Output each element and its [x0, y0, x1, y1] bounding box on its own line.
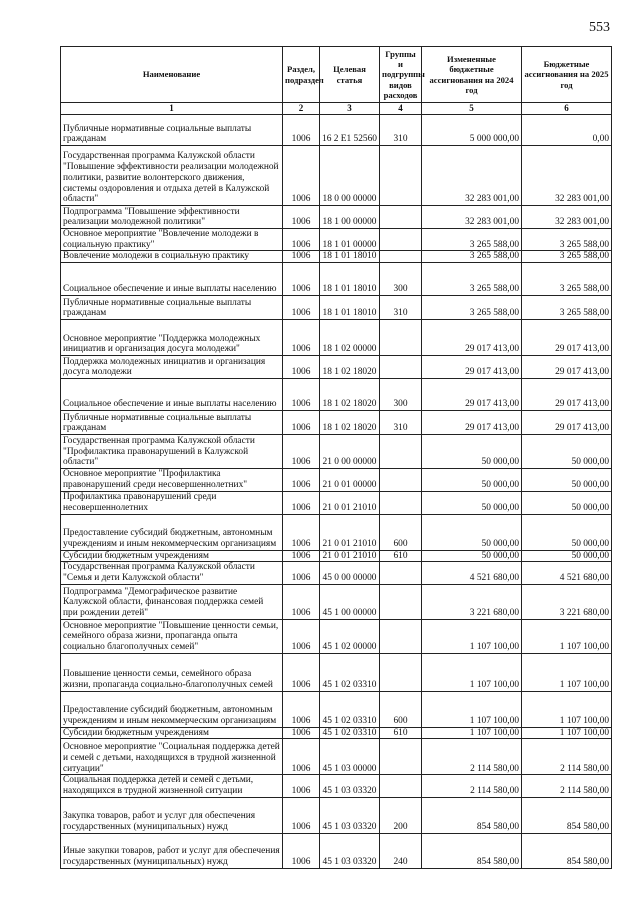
- row-target: 18 1 02 18020: [320, 379, 380, 411]
- row-name: Публичные нормативные социальные выплаты гражданам: [61, 296, 283, 320]
- row-target: 18 0 00 00000: [320, 146, 380, 206]
- row-group: [380, 469, 422, 491]
- row-target: 21 0 01 21010: [320, 550, 380, 562]
- row-section: 1006: [283, 653, 320, 691]
- row-name: Основное мероприятие "Вовлечение молодежи в социальную практику": [61, 229, 283, 251]
- row-target: 21 0 00 00000: [320, 435, 380, 469]
- row-section: 1006: [283, 775, 320, 797]
- row-target: 45 0 00 00000: [320, 562, 380, 584]
- row-group: [380, 491, 422, 514]
- row-group: 300: [380, 379, 422, 411]
- row-amount-2024: 1 107 100,00: [422, 727, 522, 739]
- row-section: 1006: [283, 514, 320, 550]
- row-section: 1006: [283, 727, 320, 739]
- column-number: 4: [380, 103, 422, 115]
- row-amount-2025: 0,00: [522, 115, 612, 146]
- row-target: 18 1 01 00000: [320, 229, 380, 251]
- row-target: 45 1 00 00000: [320, 584, 380, 619]
- row-amount-2024: 2 114 580,00: [422, 739, 522, 775]
- row-group: 600: [380, 514, 422, 550]
- row-name: Поддержка молодежных инициатив и организация досуга молодежи: [61, 356, 283, 379]
- row-group: 600: [380, 691, 422, 727]
- row-amount-2025: 32 283 001,00: [522, 206, 612, 229]
- row-target: 18 1 02 18020: [320, 356, 380, 379]
- row-group: [380, 251, 422, 263]
- row-amount-2024: 29 017 413,00: [422, 320, 522, 356]
- row-amount-2024: 50 000,00: [422, 550, 522, 562]
- table-row: [61, 797, 612, 833]
- table-row: [61, 469, 612, 491]
- row-group: [380, 435, 422, 469]
- row-section: 1006: [283, 411, 320, 435]
- table-row: [61, 435, 612, 469]
- row-group: [380, 584, 422, 619]
- row-amount-2024: 1 107 100,00: [422, 619, 522, 653]
- row-amount-2025: 3 265 588,00: [522, 296, 612, 320]
- table-row: [61, 115, 612, 146]
- row-amount-2025: 2 114 580,00: [522, 775, 612, 797]
- column-number: 2: [283, 103, 320, 115]
- table-row: [61, 491, 612, 514]
- row-amount-2024: 32 283 001,00: [422, 146, 522, 206]
- row-amount-2025: 2 114 580,00: [522, 739, 612, 775]
- row-group: 310: [380, 296, 422, 320]
- table-row: [61, 833, 612, 868]
- row-name: Подпрограмма "Демографическое развитие Калужской области, финансовая поддержка семей при рождении детей": [61, 584, 283, 619]
- row-amount-2025: 1 107 100,00: [522, 619, 612, 653]
- row-name: Государственная программа Калужской области "Семья и дети Калужской области": [61, 562, 283, 584]
- row-target: 45 1 03 03320: [320, 833, 380, 868]
- row-name: Подпрограмма "Повышение эффективности реализации молодежной политики": [61, 206, 283, 229]
- row-target: 45 1 03 03320: [320, 775, 380, 797]
- row-name: Закупка товаров, работ и услуг для обеспечения государственных (муниципальных) нужд: [61, 797, 283, 833]
- table-row: [61, 775, 612, 797]
- row-name: Иные закупки товаров, работ и услуг для обеспечения государственных (муниципальных) нужд: [61, 833, 283, 868]
- row-name: Государственная программа Калужской области "Повышение эффективности реализации молодежной политики, развитие волонтерского движения, системы оздоровления и отдыха детей в Калужской области": [61, 146, 283, 206]
- row-section: 1006: [283, 146, 320, 206]
- row-name: Предоставление субсидий бюджетным, автономным учреждениям и иным некоммерческим организациям: [61, 691, 283, 727]
- header-section: Раздел, подраздел: [283, 47, 320, 103]
- row-group: 300: [380, 263, 422, 296]
- table-row: [61, 229, 612, 251]
- row-amount-2025: 1 107 100,00: [522, 653, 612, 691]
- row-target: 45 1 02 03310: [320, 653, 380, 691]
- row-group: 610: [380, 550, 422, 562]
- row-amount-2024: 2 114 580,00: [422, 775, 522, 797]
- row-amount-2025: 4 521 680,00: [522, 562, 612, 584]
- row-amount-2025: 3 265 588,00: [522, 263, 612, 296]
- table-row: [61, 251, 612, 263]
- row-amount-2024: 29 017 413,00: [422, 379, 522, 411]
- row-section: 1006: [283, 251, 320, 263]
- column-number: 1: [61, 103, 283, 115]
- table-row: [61, 296, 612, 320]
- row-amount-2025: 3 221 680,00: [522, 584, 612, 619]
- row-amount-2024: 1 107 100,00: [422, 653, 522, 691]
- row-amount-2024: 50 000,00: [422, 491, 522, 514]
- row-name: Основное мероприятие "Социальная поддержка детей и семей с детьми, находящихся в трудной жизненной ситуации": [61, 739, 283, 775]
- row-amount-2025: 854 580,00: [522, 797, 612, 833]
- row-amount-2024: 854 580,00: [422, 833, 522, 868]
- row-group: 240: [380, 833, 422, 868]
- row-amount-2025: 1 107 100,00: [522, 691, 612, 727]
- column-number: 5: [422, 103, 522, 115]
- row-section: 1006: [283, 584, 320, 619]
- row-target: 18 1 02 18020: [320, 411, 380, 435]
- table-header: [61, 47, 612, 115]
- row-amount-2025: 29 017 413,00: [522, 411, 612, 435]
- column-number: 6: [522, 103, 612, 115]
- row-amount-2024: 29 017 413,00: [422, 356, 522, 379]
- row-group: [380, 356, 422, 379]
- header-group: Группы и подгруппы видов расходов: [380, 47, 422, 103]
- row-name: Профилактика правонарушений среди несовершеннолетних: [61, 491, 283, 514]
- header-amount-2024: Измененные бюджетные ассигнования на 2024 год: [422, 47, 522, 103]
- row-group: 310: [380, 411, 422, 435]
- row-group: [380, 562, 422, 584]
- header-target: Целевая статья: [320, 47, 380, 103]
- row-amount-2025: 50 000,00: [522, 514, 612, 550]
- row-amount-2025: 3 265 588,00: [522, 251, 612, 263]
- row-amount-2025: 854 580,00: [522, 833, 612, 868]
- table-row: [61, 514, 612, 550]
- row-section: 1006: [283, 229, 320, 251]
- column-number: 3: [320, 103, 380, 115]
- row-amount-2024: 3 265 588,00: [422, 296, 522, 320]
- row-name: Субсидии бюджетным учреждениям: [61, 727, 283, 739]
- table-row: [61, 356, 612, 379]
- row-section: 1006: [283, 206, 320, 229]
- row-group: [380, 320, 422, 356]
- row-amount-2024: 854 580,00: [422, 797, 522, 833]
- row-name: Повышение ценности семьи, семейного образа жизни, пропаганда социально-благополучных семей: [61, 653, 283, 691]
- row-target: 21 0 01 00000: [320, 469, 380, 491]
- row-amount-2025: 50 000,00: [522, 469, 612, 491]
- page-number: 553: [589, 20, 610, 35]
- table-row: [61, 727, 612, 739]
- row-amount-2024: 50 000,00: [422, 435, 522, 469]
- row-group: [380, 229, 422, 251]
- header-amount-2025: Бюджетные ассигнования на 2025 год: [522, 47, 612, 103]
- row-amount-2025: 1 107 100,00: [522, 727, 612, 739]
- row-target: 45 1 02 00000: [320, 619, 380, 653]
- table-row: [61, 562, 612, 584]
- row-target: 45 1 03 03320: [320, 797, 380, 833]
- row-amount-2024: 50 000,00: [422, 514, 522, 550]
- table-row: [61, 206, 612, 229]
- table-body: [61, 115, 612, 869]
- row-target: 18 1 01 18010: [320, 296, 380, 320]
- row-name: Государственная программа Калужской области "Профилактика правонарушений в Калужской области": [61, 435, 283, 469]
- row-target: 18 1 02 00000: [320, 320, 380, 356]
- row-section: 1006: [283, 115, 320, 146]
- table-row: [61, 584, 612, 619]
- row-amount-2024: 1 107 100,00: [422, 691, 522, 727]
- row-amount-2025: 50 000,00: [522, 550, 612, 562]
- row-name: Публичные нормативные социальные выплаты гражданам: [61, 115, 283, 146]
- row-amount-2024: 50 000,00: [422, 469, 522, 491]
- row-amount-2025: 29 017 413,00: [522, 356, 612, 379]
- row-amount-2025: 32 283 001,00: [522, 146, 612, 206]
- row-group: [380, 775, 422, 797]
- table-row: [61, 411, 612, 435]
- row-amount-2025: 29 017 413,00: [522, 379, 612, 411]
- table-row: [61, 146, 612, 206]
- row-amount-2024: 3 221 680,00: [422, 584, 522, 619]
- row-section: 1006: [283, 435, 320, 469]
- row-name: Предоставление субсидий бюджетным, автономным учреждениям и иным некоммерческим организациям: [61, 514, 283, 550]
- row-amount-2025: 29 017 413,00: [522, 320, 612, 356]
- table-row: [61, 550, 612, 562]
- table-row: [61, 320, 612, 356]
- row-name: Основное мероприятие "Поддержка молодежных инициатив и организация досуга молодежи": [61, 320, 283, 356]
- row-group: [380, 619, 422, 653]
- row-section: 1006: [283, 320, 320, 356]
- row-target: 21 0 01 21010: [320, 491, 380, 514]
- row-group: [380, 739, 422, 775]
- table-row: [61, 379, 612, 411]
- row-target: 18 1 01 18010: [320, 251, 380, 263]
- row-amount-2025: 3 265 588,00: [522, 229, 612, 251]
- row-section: 1006: [283, 379, 320, 411]
- row-amount-2024: 3 265 588,00: [422, 229, 522, 251]
- row-section: 1006: [283, 619, 320, 653]
- row-group: 610: [380, 727, 422, 739]
- row-section: 1006: [283, 833, 320, 868]
- header-name: Наименование: [61, 47, 283, 103]
- row-group: [380, 146, 422, 206]
- row-section: 1006: [283, 562, 320, 584]
- row-amount-2025: 50 000,00: [522, 435, 612, 469]
- row-target: 21 0 01 21010: [320, 514, 380, 550]
- table-row: [61, 263, 612, 296]
- row-amount-2024: 3 265 588,00: [422, 263, 522, 296]
- row-name: Публичные нормативные социальные выплаты гражданам: [61, 411, 283, 435]
- table-row: [61, 691, 612, 727]
- row-target: 18 1 00 00000: [320, 206, 380, 229]
- row-name: Вовлечение молодежи в социальную практику: [61, 251, 283, 263]
- budget-table: [60, 46, 612, 869]
- row-section: 1006: [283, 797, 320, 833]
- row-name: Социальное обеспечение и иные выплаты населению: [61, 263, 283, 296]
- row-name: Социальное обеспечение и иные выплаты населению: [61, 379, 283, 411]
- row-name: Социальная поддержка детей и семей с детьми, находящихся в трудной жизненной ситуации: [61, 775, 283, 797]
- row-target: 45 1 02 03310: [320, 727, 380, 739]
- row-amount-2025: 50 000,00: [522, 491, 612, 514]
- row-section: 1006: [283, 296, 320, 320]
- row-group: [380, 653, 422, 691]
- row-target: 16 2 E1 52560: [320, 115, 380, 146]
- table-row: [61, 619, 612, 653]
- row-section: 1006: [283, 550, 320, 562]
- row-amount-2024: 32 283 001,00: [422, 206, 522, 229]
- row-section: 1006: [283, 739, 320, 775]
- row-target: 45 1 02 03310: [320, 691, 380, 727]
- table-row: [61, 739, 612, 775]
- row-section: 1006: [283, 491, 320, 514]
- row-name: Субсидии бюджетным учреждениям: [61, 550, 283, 562]
- row-section: 1006: [283, 691, 320, 727]
- row-section: 1006: [283, 356, 320, 379]
- row-section: 1006: [283, 263, 320, 296]
- table-row: [61, 653, 612, 691]
- row-amount-2024: 29 017 413,00: [422, 411, 522, 435]
- row-group: 200: [380, 797, 422, 833]
- row-amount-2024: 4 521 680,00: [422, 562, 522, 584]
- row-amount-2024: 3 265 588,00: [422, 251, 522, 263]
- row-name: Основное мероприятие "Профилактика правонарушений среди несовершеннолетних": [61, 469, 283, 491]
- row-target: 18 1 01 18010: [320, 263, 380, 296]
- row-group: 310: [380, 115, 422, 146]
- row-group: [380, 206, 422, 229]
- row-amount-2024: 5 000 000,00: [422, 115, 522, 146]
- row-section: 1006: [283, 469, 320, 491]
- row-target: 45 1 03 00000: [320, 739, 380, 775]
- column-number-row: [61, 103, 612, 115]
- row-name: Основное мероприятие "Повышение ценности семьи, семейного образа жизни, пропаганда опыта социально благополучных семей": [61, 619, 283, 653]
